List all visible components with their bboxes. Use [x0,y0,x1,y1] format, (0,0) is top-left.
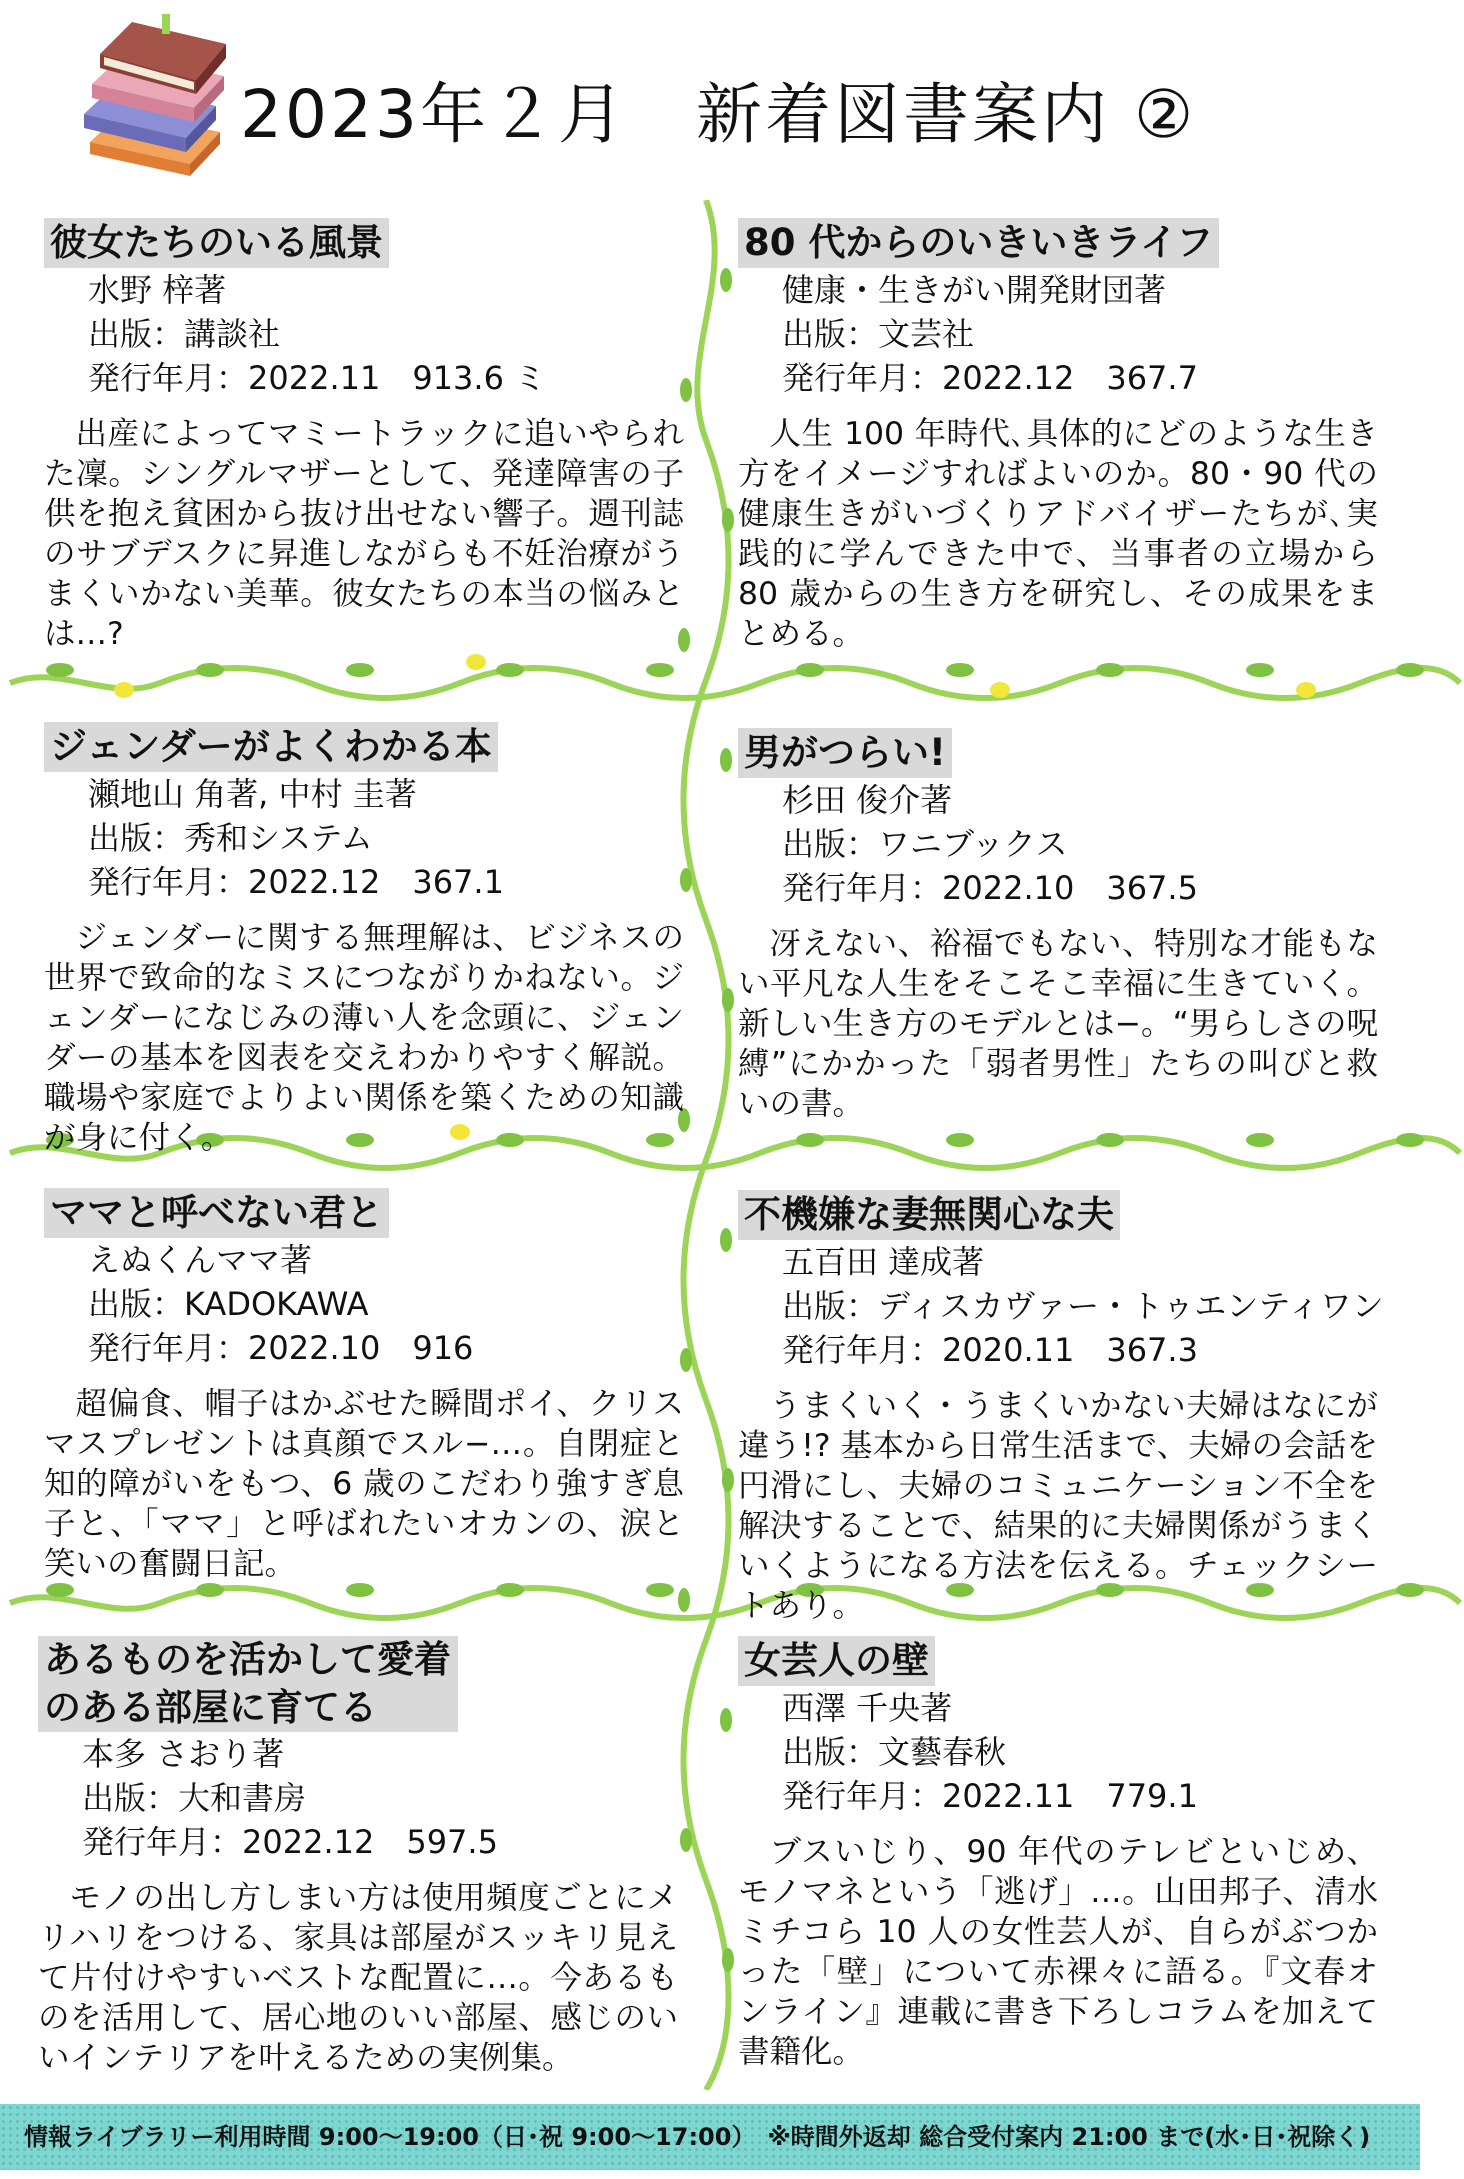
book-entry [38,1636,698,2078]
book-description: うまくいく・うまくいかない夫婦はなにが違う!? 基本から日常生活まで、夫婦の会話を円滑にし、夫婦のコミュニケーション不全を解決することで、結果的に夫婦関係がうまくいくようになる方法を伝える。チェックシートあり。 [738,1388,1378,1624]
book-author: 西澤 千央著 [782,1689,953,1727]
book-description: 人生 100 年時代､具体的にどのような生き方をイメージすればよいのか。80・90 代の健康生きがいづくりアドバイザーたちが､実践的に学んできた中で、当事者の立場から 80 歳からの生き方を研究し、その成果をまとめる。 [738,416,1378,652]
horizontal-vine-divider [0,648,1464,718]
book-author: 健康・生きがい開発財団著 [782,271,1167,309]
book-entry [44,722,704,1158]
book-publisher: 出版：講談社 [88,315,281,353]
book-description: 超偏食、帽子はかぶせた瞬間ポイ、クリスマスプレゼントは真顔でスル−…。自閉症と知的障がいをもつ、6 歳のこだわり強すぎ息子と、「ママ」と呼ばれたいオカンの、涙と笑いの奮闘日記。 [44,1386,684,1582]
book-description: 出産によってマミートラックに追いやられた凜。シングルマザーとして、発達障害の子供を抱え貧困から抜け出せない響子。週刊誌のサブデスクに昇進しながらも不妊治療がうまくいかない美華。彼女たちの本当の悩みとは…? [44,416,684,652]
book-issue-date: 発行年月：2022.12 597.5 [82,1823,498,1861]
book-author: 水野 梓著 [88,271,227,309]
book-title: あるものを活かして愛着のある部屋に育てる [38,1636,458,1732]
book-author: 杉田 俊介著 [782,781,953,819]
book-title: ママと呼べない君と [44,1188,389,1238]
book-publisher: 出版：ディスカヴァー・トゥエンティワン [782,1287,1384,1325]
book-publisher: 出版：ワニブックス [782,825,1068,863]
book-title: 80 代からのいきいきライフ [738,218,1219,268]
book-issue-date: 発行年月：2022.11 779.1 [782,1777,1198,1815]
book-entry [738,1636,1398,2072]
book-description: モノの出し方しまい方は使用頻度ごとにメリハリをつける、家具は部屋がスッキリ見えて片付けやすいベストな配置に…。今あるものを活用して、居心地のいい部屋、感じのいいインテリアを叶えるための実例集。 [38,1880,678,2076]
book-issue-date: 発行年月：2022.10 367.5 [782,869,1198,907]
book-issue-date: 発行年月：2022.12 367.7 [782,359,1198,397]
book-publisher: 出版：文芸社 [782,315,975,353]
book-publisher: 出版：秀和システム [88,819,373,857]
book-title: 彼女たちのいる風景 [44,218,389,268]
books-stack-icon [70,14,240,184]
book-description: 冴えない、裕福でもない、特別な才能もない平凡な人生をそこそこ幸福に生きていく。新しい生き方のモデルとは−。“男らしさの呪縛”にかかった「弱者男性」たちの叫びと救いの書。 [738,926,1378,1122]
book-description: ブスいじり、90 年代のテレビといじめ、モノマネという「逃げ」…。山田邦子、清水ミチコら 10 人の女性芸人が、自らがぶつかった「壁」について赤裸々に語る。『文春オンライン』連載に書き下ろしコラムを加えて書籍化。 [738,1834,1378,2070]
book-description: ジェンダーに関する無理解は、ビジネスの世界で致命的なミスにつながりかねない。ジェンダーになじみの薄い人を念頭に、ジェンダーの基本を図表を交えわかりやすく解説。職場や家庭でよりよい関係を築くための知識が身に付く。 [44,920,684,1156]
book-publisher: 出版：大和書房 [82,1779,307,1817]
book-entry [44,218,704,654]
book-entry [738,1190,1398,1626]
book-entry [738,728,1398,1124]
book-title: ジェンダーがよくわかる本 [44,722,498,772]
library-hours-note: 情報ライブラリー利用時間 9:00〜19:00（日･祝 9:00〜17:00） ※時間外返却 総合受付案内 21:00 まで(水･日･祝除く) [24,2123,1371,2151]
page-title: 2023年２月 新着図書案内 ② [240,76,1197,153]
book-author: 本多 さおり著 [82,1735,285,1773]
book-issue-date: 発行年月：2022.10 916 [88,1329,474,1367]
book-issue-date: 発行年月：2022.11 913.6 ミ [88,359,547,397]
book-entry [44,1188,704,1584]
book-issue-date: 発行年月：2020.11 367.3 [782,1331,1198,1369]
book-publisher: 出版：KADOKAWA [88,1285,369,1323]
book-entry [738,218,1398,654]
book-title: 不機嫌な妻無関心な夫 [738,1190,1120,1240]
book-author: 五百田 達成著 [782,1243,985,1281]
book-issue-date: 発行年月：2022.12 367.1 [88,863,504,901]
book-title: 男がつらい! [738,728,952,778]
page-header [0,0,1464,190]
book-title: 女芸人の壁 [738,1636,935,1686]
book-author: えぬくんママ著 [88,1241,313,1279]
book-author: 瀬地山 角著, 中村 圭著 [88,775,417,813]
footer-bar [0,2104,1420,2170]
book-publisher: 出版：文藝春秋 [782,1733,1007,1771]
